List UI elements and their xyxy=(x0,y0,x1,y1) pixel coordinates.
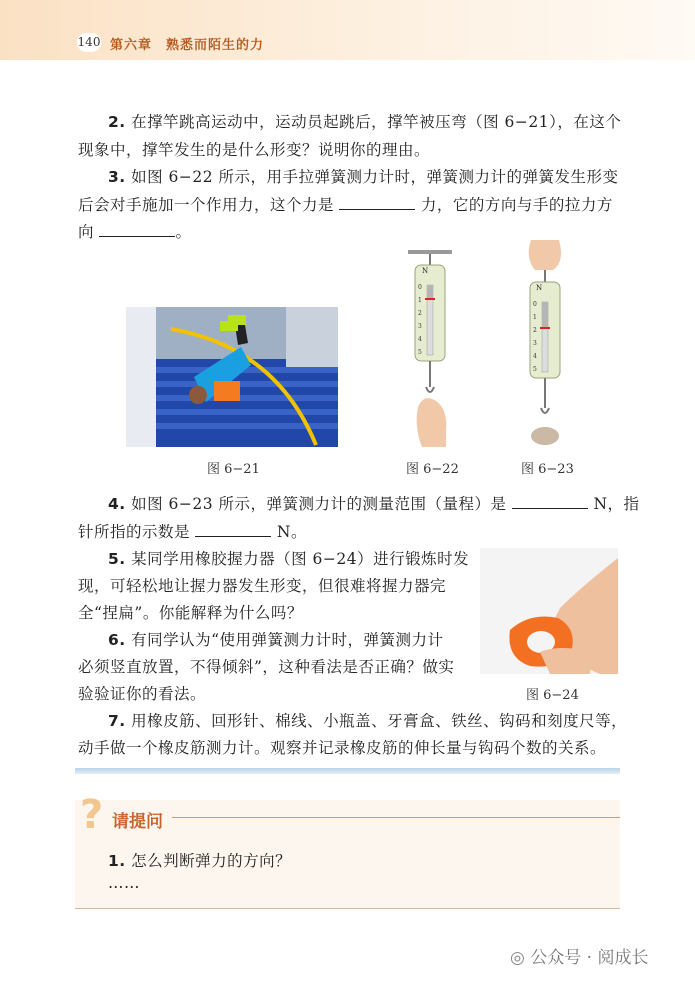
q4-text2b: N。 xyxy=(276,523,307,541)
q6-line1 xyxy=(108,626,444,654)
q7-line1 xyxy=(108,707,627,735)
scale-tick-label: 5 xyxy=(418,349,422,356)
ask-title-rule xyxy=(172,817,620,818)
question-mark-icon: ? xyxy=(80,792,104,838)
figure-caption-6-23: 图 6−23 xyxy=(521,462,574,477)
q4-number: 4. xyxy=(108,495,126,513)
q5-line3: 全“捏扁”。你能解释为什么吗？ xyxy=(78,604,303,622)
q6-text1: 有同学认为“使用弹簧测力计时，弹簧测力计 xyxy=(131,631,444,649)
q2-number: 2. xyxy=(108,113,126,131)
q2-text1: 在撑竿跳高运动中，运动员起跳后，撑竿被压弯（图 6−21），在这个 xyxy=(131,113,622,131)
scale-tick-label: 5 xyxy=(533,366,537,373)
ask-question-text: 怎么判断弹力的方向？ xyxy=(131,852,292,870)
scale-tick-label: 1 xyxy=(418,297,422,304)
q2-line1 xyxy=(108,108,621,136)
wechat-icon: ◎ xyxy=(510,948,531,968)
scale-tick-label: 0 xyxy=(533,301,537,308)
q6-number: 6. xyxy=(108,631,126,649)
q6-line2: 必须竖直放置，不得倾斜”，这种看法是否正确？做实 xyxy=(78,658,455,676)
ask-ellipsis: …… xyxy=(108,874,140,892)
ask-question-number: 1. xyxy=(108,852,126,870)
q7-number: 7. xyxy=(108,712,126,730)
scale-unit-label-left: N xyxy=(422,267,429,275)
page-header xyxy=(0,0,695,60)
answer-blank[interactable] xyxy=(339,195,415,210)
q4-text2a: 针所指的示数是 xyxy=(78,523,191,541)
scale-tick-label: 1 xyxy=(533,314,537,321)
q3-line2 xyxy=(78,191,613,219)
q6-line3: 验验证你的看法。 xyxy=(78,685,207,703)
q3-number: 3. xyxy=(108,168,126,186)
q5-line1 xyxy=(108,545,469,573)
pole-vault-photo xyxy=(126,307,338,447)
scale-tick-label: 2 xyxy=(418,310,422,317)
scale-tick-label: 0 xyxy=(418,284,422,291)
q3-text3b: 。 xyxy=(175,223,192,241)
spring-scale-hand-figure xyxy=(400,247,460,447)
q7-text1: 用橡皮筋、回形针、棉线、小瓶盖、牙膏盒、铁丝、钩码和刻度尺等， xyxy=(131,712,628,730)
section-divider xyxy=(75,768,620,774)
q3-text3a: 向 xyxy=(78,223,95,241)
q3-text2b: 力，它的方向与手的拉力方 xyxy=(420,196,613,214)
answer-blank[interactable] xyxy=(99,222,175,237)
scale-tick-label: 4 xyxy=(418,336,422,343)
scale-tick-label: 3 xyxy=(418,323,422,330)
q3-text1: 如图 6−22 所示，用手拉弹簧测力计时，弹簧测力计的弹簧发生形变 xyxy=(131,168,619,186)
chapter-title: 第六章 熟悉而陌生的力 xyxy=(110,38,265,53)
q4-line2 xyxy=(78,518,307,546)
q4-text1a: 如图 6−23 所示，弹簧测力计的测量范围（量程）是 xyxy=(131,495,507,513)
q4-text1b: N，指 xyxy=(593,495,640,513)
hand-grip-photo xyxy=(480,548,618,674)
q7-line2: 动手做一个橡皮筋测力计。观察并记录橡皮筋的伸长量与钩码个数的关系。 xyxy=(78,739,607,757)
ask-section-title: 请提问 xyxy=(112,812,163,832)
figure-caption-6-21: 图 6−21 xyxy=(207,462,260,477)
watermark-text: 公众号 · 阅成长 xyxy=(530,948,649,968)
scale-tick-label: 4 xyxy=(533,353,537,360)
figure-caption-6-24: 图 6−24 xyxy=(526,688,579,703)
page-number: 140 xyxy=(77,33,101,52)
answer-blank[interactable] xyxy=(195,522,271,537)
q4-line1 xyxy=(108,490,640,518)
answer-blank[interactable] xyxy=(512,494,588,509)
scale-tick-label: 3 xyxy=(533,340,537,347)
q3-line3 xyxy=(78,218,191,246)
scale-unit-label-right: N xyxy=(536,284,543,292)
q3-line1 xyxy=(108,163,619,191)
q5-text1: 某同学用橡胶握力器（图 6−24）进行锻炼时发 xyxy=(131,550,470,568)
q5-line2: 现，可轻松地让握力器发生形变，但很难将握力器完 xyxy=(78,577,447,595)
q5-number: 5. xyxy=(108,550,126,568)
watermark xyxy=(510,943,648,968)
figure-caption-6-22: 图 6−22 xyxy=(406,462,459,477)
spring-scale-weight-figure xyxy=(515,240,575,447)
scale-tick-label: 2 xyxy=(533,327,537,334)
q2-line2: 现象中，撑竿发生的是什么形变？说明你的理由。 xyxy=(78,141,431,159)
q3-text2a: 后会对手施加一个作用力，这个力是 xyxy=(78,196,335,214)
